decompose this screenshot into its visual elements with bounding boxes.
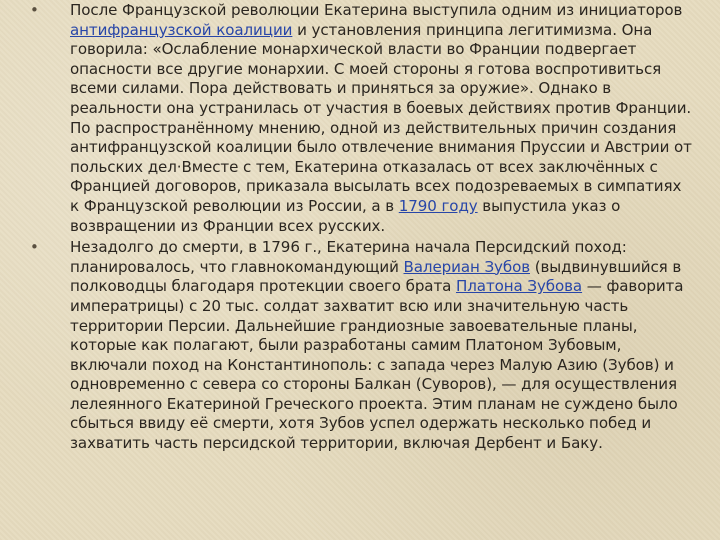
link-1790-year[interactable]: 1790 году [398,196,478,215]
paragraph-text [70,1,692,235]
link-platon-zubov[interactable]: Платона Зубова [456,277,583,296]
link-valerian-zubov[interactable]: Валериан Зубов [403,257,531,276]
bullet-item-revolution [30,1,694,236]
link-anti-french-coalition[interactable]: антифранцузской коалиции [70,20,293,39]
text-run: (выдвинувшийся в полководцы благодаря протекции своего брата [70,257,682,296]
bullet-item-persian-campaign [30,238,694,454]
text-run: — фаворита императрицы) с 20 тыс. солдат захватит всю или значительную часть территории Персии. Дальнейшие грандиозные завоевательные планы, которые как полагают, были разработаны самим Платоном Зубовым, включали поход на Константинополь: с запада через Малую Азию (Зубов) и одновременно с севера со стороны Балкан (Суворов), — для осуществления лелеянного Екатериной Греческого проекта. Этим планам не суждено было сбыться ввиду её смерти, хотя Зубов успел одержать несколько побед и захватить часть персидской территории, включая Дербент и Баку. [70,277,684,453]
bullet-dot: • [30,1,39,19]
text-run: выпустила указ о возвращении из Франции всех русских. [70,196,621,235]
text-run: После Французской революции Екатерина выступила одним из инициаторов [70,1,683,19]
bullet-list [30,1,694,454]
text-run: Незадолго до смерти, в 1796 г., Екатерина начала Персидский поход: планировалось, что главнокомандующий [70,238,627,276]
text-run: и установления принципа легитимизма. Она говорила: «Ослабление монархической власти во Франции подвергает опасности все другие монархии. С моей стороны я готова воспротивиться всеми силами. Пора действовать и приняться за оружие». Однако в реальности она устранилась от участия в боевых действиях против Франции. По распространённому мнению, одной из действительных причин создания антифранцузской коалиции было отвлечение внимания Пруссии и Австрии от польских дел·Вместе с тем, Екатерина отказалась от всех заключённых с Францией договоров, приказала высылать всех подозреваемых в симпатиях к Французской революции из России, а в [70,20,692,215]
paragraph-text [70,238,683,452]
bullet-dot: • [30,238,39,257]
